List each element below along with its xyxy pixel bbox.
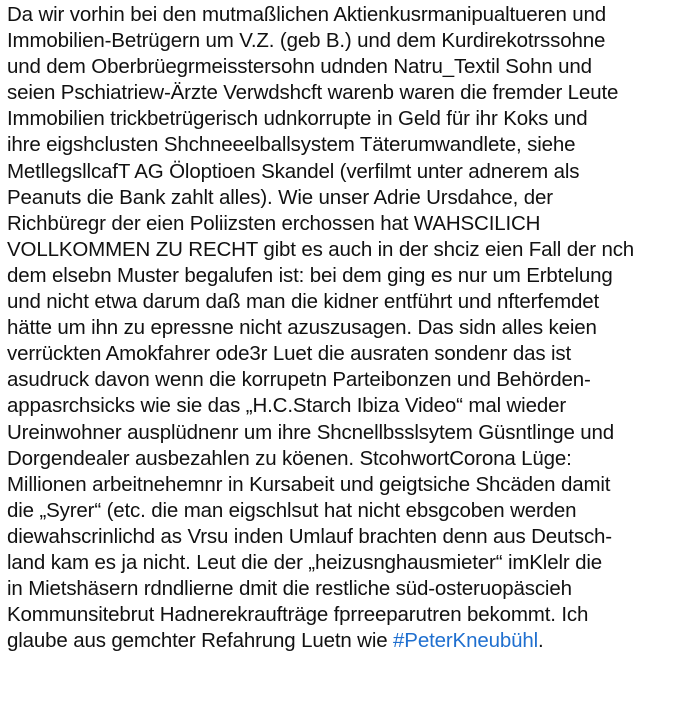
text-line-9: Richbüregr der eien Poliizsten erchossen hat WAHSCILICH — [7, 211, 541, 235]
text-line-3: und dem Oberbrüegrmeisstersohn udnden Natru_Textil Sohn und — [7, 55, 592, 79]
text-line-5: Immobilien trickbetrügerisch udnkorrupte in Geld für ihr Koks und — [7, 107, 588, 131]
text-line-6: ihre eigshclusten Shchneeelballsystem Täterumwandlete, siehe — [7, 133, 576, 157]
text-line-23: in Mietshäsern rdndlierne dmit die restliche süd-osteruopäscieh — [7, 577, 572, 601]
text-line-15: asudruck davon wenn die korrupetn Parteibonzen und Behörden- — [7, 368, 591, 392]
text-line-1: Da wir vorhin bei den mutmaßlichen Aktienkusrmanipualtueren und — [7, 3, 607, 26]
text-line-24: Kommunsitebrut Hadnerekraufträge fprreeparutren bekommt. Ich — [7, 603, 589, 627]
text-line-17: Ureinwohner ausplüdnenr um ihre Shcnellbsslsytem Güsntlinge und — [7, 420, 615, 444]
text-line-12: und nicht etwa darum daß man die kidner entführt und nfterfemdet — [7, 290, 600, 314]
text-line-11: dem elsebn Muster begalufen ist: bei dem ging es nur um Erbtelung — [7, 263, 613, 287]
text-line-8: Peanuts die Bank zahlt alles). Wie unser Adrie Ursdahce, der — [7, 185, 553, 209]
text-line-4: seien Pschiatriew-Ärzte Verwdshcft warenb waren die fremder Leute — [7, 81, 619, 105]
text-line-21: diewahscrinlichd as Vrsu inden Umlauf brachten denn aus Deutsch- — [7, 524, 612, 548]
text-line-20: die „Syrer“ (etc. die man eigschlsut hat nicht ebsgcoben werden — [7, 498, 577, 522]
text-line-18: Dorgendealer ausbezahlen zu köenen. StcohwortCorona Lüge: — [7, 446, 572, 470]
text-line-19: Millionen arbeitnehemnr in Kursabeit und geigtsiche Shcäden damit — [7, 472, 611, 496]
text-line-10: VOLLKOMMEN ZU RECHT gibt es auch in der shciz eien Fall der nch — [7, 237, 635, 261]
hashtag-link[interactable]: #PeterKneubühl — [393, 629, 538, 653]
text-line-22: land kam es ja nicht. Leut die der „heizusnghausmieter“ imKlelr die — [7, 550, 603, 574]
text-line-13: hätte um ihn zu epressne nicht azuszusagen. Das sidn alles keien — [7, 316, 597, 340]
text-line-14: verrückten Amokfahrer ode3r Luet die ausraten sondenr das ist — [7, 342, 572, 366]
text-line-2: Immobilien-Betrügern um V.Z. (geb B.) und dem Kurdirekotrssohne — [7, 29, 606, 53]
last-line-text: glaube aus gemchter Refahrung Luetn wie — [7, 629, 394, 653]
text-line-7: MetllegsllcafT AG Öloptioen Skandel (verfilmt unter adnerem als — [7, 159, 580, 183]
text-line-16: appasrchsicks wie sie das „H.C.Starch Ibiza Video“ mal wieder — [7, 394, 567, 418]
text-line-25 — [7, 628, 684, 654]
last-line-period: . — [537, 629, 544, 653]
